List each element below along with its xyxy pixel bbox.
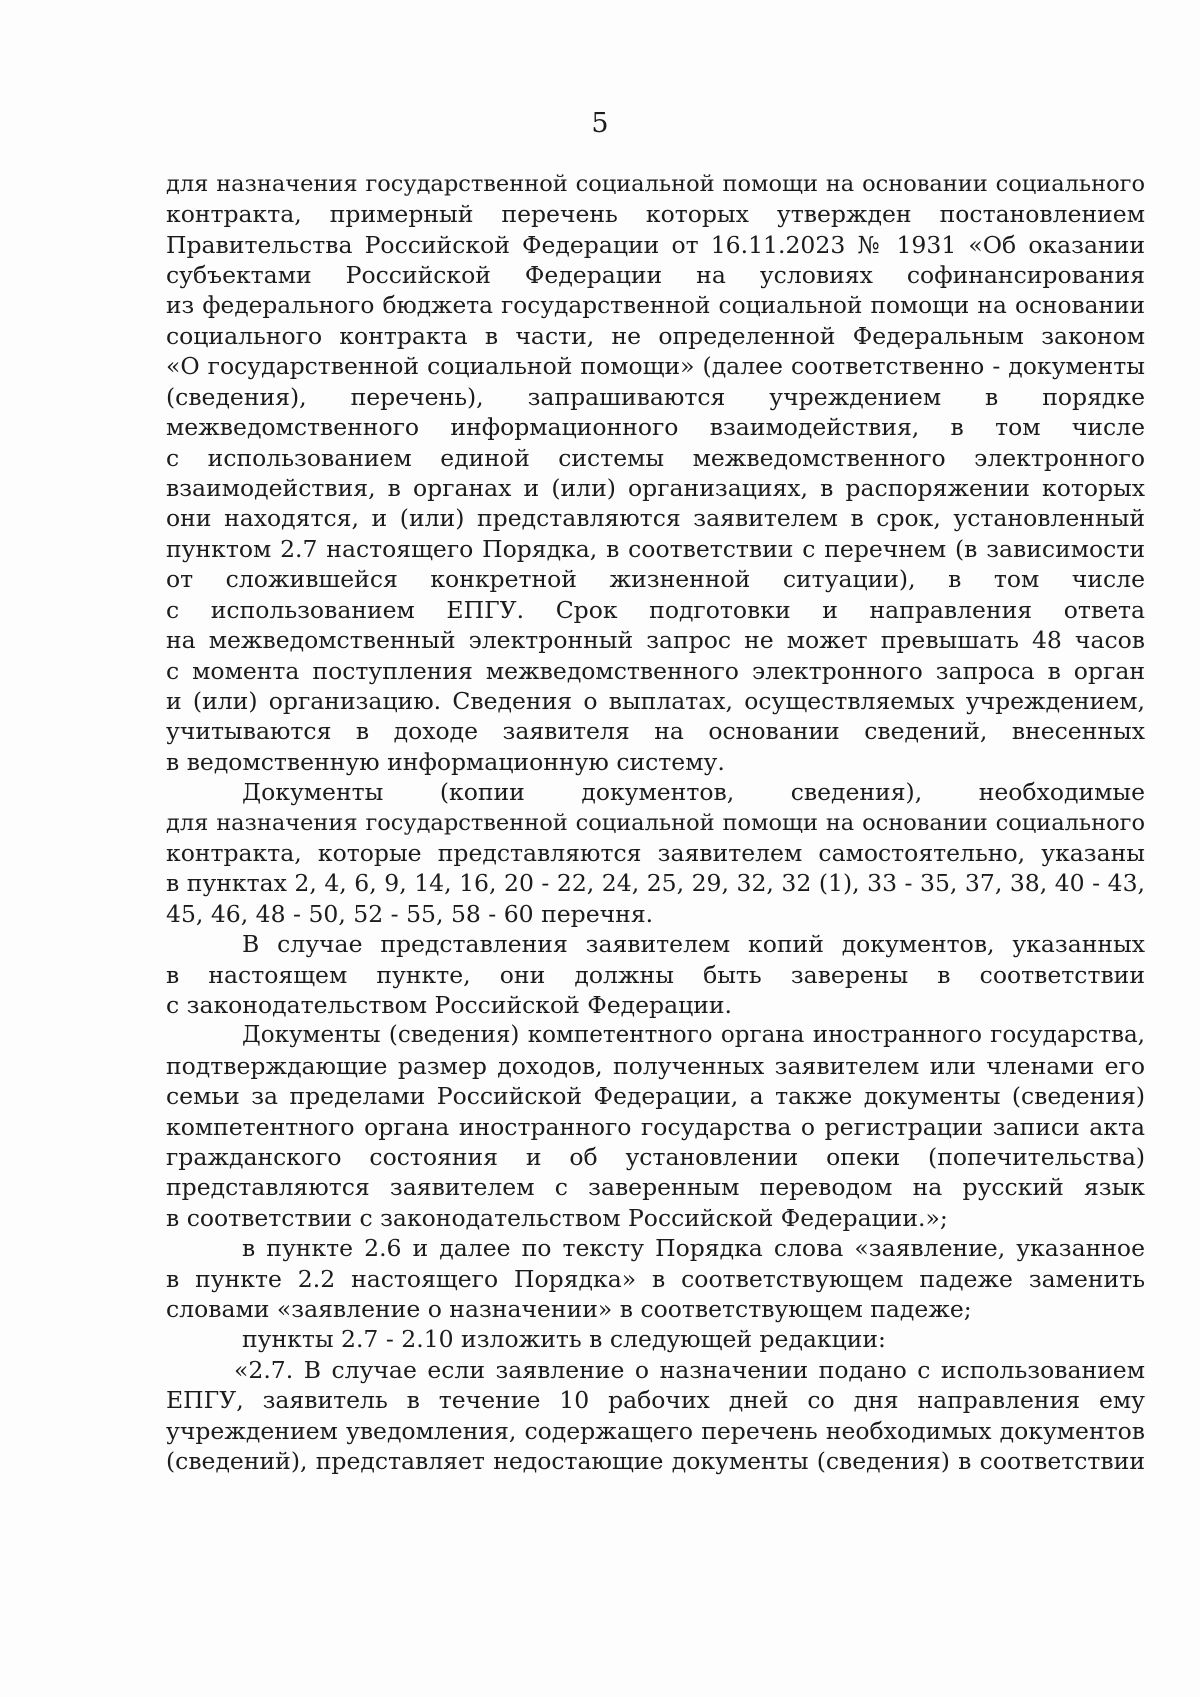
text-line: субъектами Российской Федерации на условиях софинансирования bbox=[166, 261, 1145, 290]
text-line: Правительства Российской Федерации от 16.11.2023 № 1931 «Об оказании bbox=[166, 230, 1145, 259]
text-line: В случае представления заявителем копий документов, указанных bbox=[242, 930, 1145, 959]
text-line: для назначения государственной социальной помощи на основании социального bbox=[166, 171, 1145, 197]
text-line: в соответствии с законодательством Российской Федерации.»; bbox=[166, 1203, 948, 1232]
paragraph-clause-2-7 bbox=[166, 1355, 1145, 1477]
text-line: в пункте 2.2 настоящего Порядка» в соответствующем падеже заменить bbox=[166, 1264, 1145, 1293]
text-line: в пункте 2.6 и далее по тексту Порядка слова «заявление, указанное bbox=[242, 1234, 1145, 1263]
text-line: с момента поступления межведомственного электронного запроса в орган bbox=[166, 656, 1145, 685]
text-line: от сложившейся конкретной жизненной ситуации), в том числе bbox=[166, 565, 1145, 594]
text-line: контракта, примерный перечень которых утвержден постановлением bbox=[166, 200, 1145, 229]
text-line: словами «заявление о назначении» в соответствующем падеже; bbox=[166, 1295, 972, 1324]
text-line: ЕПГУ, заявитель в течение 10 рабочих дней со дня направления ему bbox=[166, 1386, 1145, 1415]
text-line: и (или) организацию. Сведения о выплатах, осуществляемых учреждением, bbox=[166, 686, 1145, 715]
paragraph-foreign-documents bbox=[166, 1020, 1145, 1233]
text-line: 45, 46, 48 - 50, 52 - 55, 58 - 60 перечня. bbox=[166, 899, 654, 928]
text-line: (сведений), представляет недостающие документы (сведения) в соответствии bbox=[166, 1447, 1145, 1476]
text-line: пунктом 2.7 настоящего Порядка, в соответствии с перечнем (в зависимости bbox=[166, 534, 1145, 563]
text-line: компетентного органа иностранного государства о регистрации записи акта bbox=[166, 1112, 1145, 1141]
text-line: из федерального бюджета государственной социальной помощи на основании bbox=[166, 291, 1145, 319]
paragraph-self-submitted-documents bbox=[166, 777, 1145, 929]
text-line: учитываются в доходе заявителя на основании сведений, внесенных bbox=[166, 717, 1145, 746]
text-line: в ведомственную информационную систему. bbox=[166, 747, 725, 776]
text-line: Документы (копии документов, сведения), необходимые bbox=[242, 778, 1145, 807]
text-line: Документы (сведения) компетентного органа иностранного государства, bbox=[242, 1022, 1145, 1049]
text-line: в настоящем пункте, они должны быть заверены в соответствии bbox=[166, 960, 1145, 989]
text-line: гражданского состояния и об установлении опеки (попечительства) bbox=[166, 1143, 1145, 1171]
text-line: в пунктах 2, 4, 6, 9, 14, 16, 20 - 22, 24, 25, 29, 32, 32 (1), 33 - 35, 37, 38, 40 - 43, bbox=[166, 869, 1145, 898]
paragraph-copies-certified bbox=[166, 929, 1145, 1020]
text-line: учреждением уведомления, содержащего перечень необходимых документов bbox=[166, 1416, 1145, 1445]
text-line: пункты 2.7 - 2.10 изложить в следующей редакции: bbox=[242, 1325, 886, 1354]
text-line: контракта, которые представляются заявителем самостоятельно, указаны bbox=[166, 838, 1145, 867]
text-line: с законодательством Российской Федерации. bbox=[166, 990, 732, 1019]
text-line: они находятся, и (или) представляются заявителем в срок, установленный bbox=[166, 504, 1145, 533]
text-line: с использованием единой системы межведомственного электронного bbox=[166, 443, 1145, 472]
text-line: подтверждающие размер доходов, полученных заявителем или членами его bbox=[166, 1051, 1145, 1080]
text-line: «2.7. В случае если заявление о назначении подано с использованием bbox=[234, 1355, 1145, 1384]
text-line: семьи за пределами Российской Федерации, а также документы (сведения) bbox=[166, 1082, 1145, 1111]
page-number: 5 bbox=[591, 108, 609, 139]
text-line: представляются заявителем с заверенным переводом на русский язык bbox=[166, 1173, 1145, 1202]
text-line: для назначения государственной социальной помощи на основании социального bbox=[166, 809, 1145, 836]
text-line: с использованием ЕПГУ. Срок подготовки и направления ответа bbox=[166, 595, 1145, 624]
text-line: социального контракта в части, не определенной Федеральным законом bbox=[166, 322, 1145, 351]
paragraph-documents-request bbox=[166, 169, 1145, 777]
text-line: «О государственной социальной помощи» (далее соответственно - документы bbox=[166, 352, 1145, 381]
paragraph-amendment-2-7-2-10 bbox=[166, 1324, 1145, 1354]
text-line: взаимодействия, в органах и (или) организациях, в распоряжении которых bbox=[166, 474, 1145, 503]
text-line: межведомственного информационного взаимодействия, в том числе bbox=[166, 413, 1145, 442]
text-line: на межведомственный электронный запрос не может превышать 48 часов bbox=[166, 626, 1145, 655]
text-line: (сведения), перечень), запрашиваются учреждением в порядке bbox=[166, 382, 1145, 411]
paragraph-amendment-2-6 bbox=[166, 1233, 1145, 1324]
document-body bbox=[166, 169, 1145, 1476]
